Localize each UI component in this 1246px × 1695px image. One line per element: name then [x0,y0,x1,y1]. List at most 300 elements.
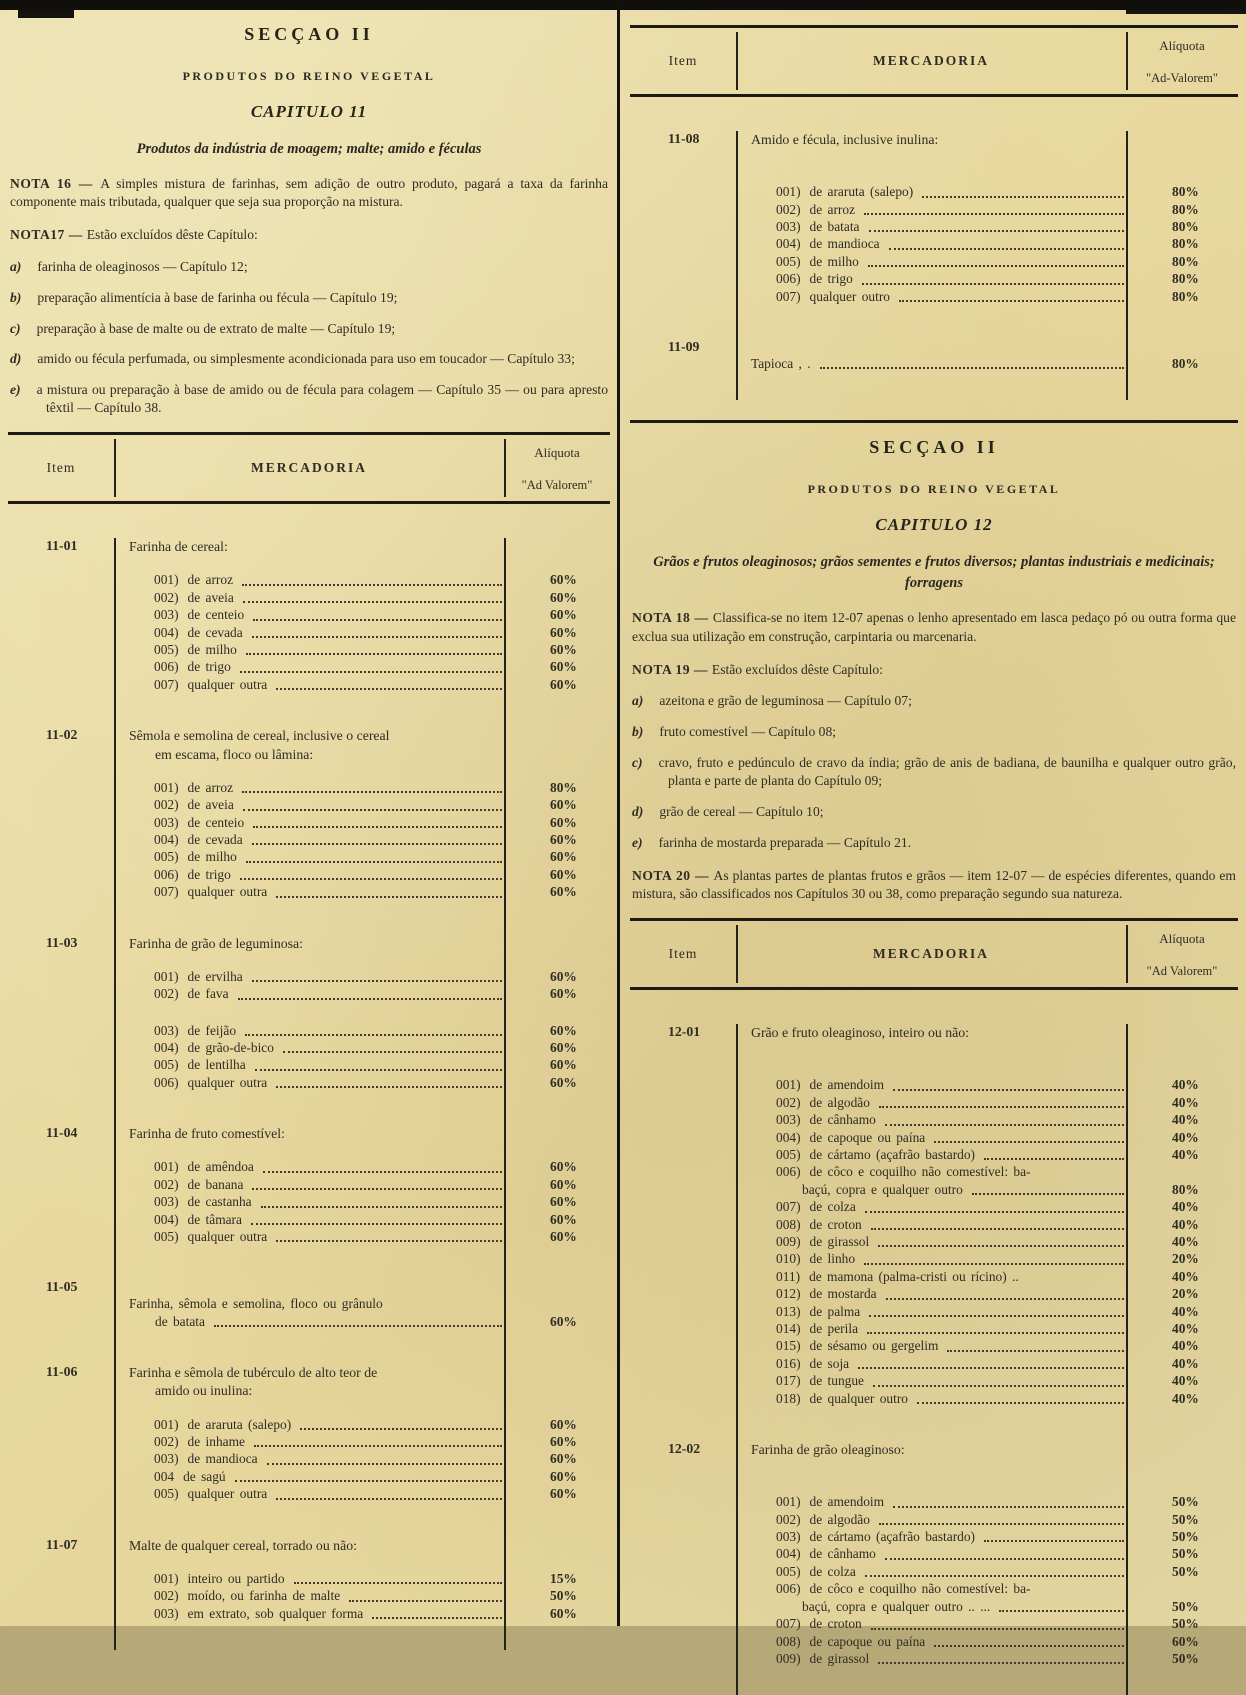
left-column [8,10,610,1650]
item-row-main [8,1450,504,1467]
dot-leader [253,826,502,828]
dot-leader [252,1188,502,1190]
item-desc: de aveia [187,797,234,813]
item-rate: 50% [1172,1546,1199,1562]
exclusion-letter: c) [10,320,21,336]
item-row-main [630,1615,1126,1632]
item-rate: 40% [1172,1129,1199,1145]
item-desc: de grão-de-bico [187,1039,274,1055]
item-row-main [630,355,1126,372]
item-subcode: 003) [154,1194,179,1210]
item-row-main [630,1650,1126,1667]
dot-leader [261,1206,502,1208]
item-group-head [8,1279,610,1295]
item-group-title: Farinha de cereal: [129,539,228,555]
item-group [8,1125,610,1245]
item-row-main [630,1337,1126,1354]
item-group-title: Farinha de grão oleaginoso: [751,1442,905,1458]
item-row-main [8,831,504,848]
item-row [630,1250,1238,1267]
dot-leader [349,1600,502,1602]
item-subcode: 007) [776,288,801,304]
item-subcode: 007) [154,676,179,692]
item-row-main [630,1320,1126,1337]
item-desc: de palma [809,1303,861,1319]
item-row [630,201,1238,218]
dot-leader [893,1089,1124,1091]
item-rate: 80% [1172,288,1199,304]
item-row-main [8,1193,504,1210]
item-row-main [630,270,1126,287]
column-header-mercadoria: MERCADORIA [873,53,989,68]
item-subcode: 002) [776,1511,801,1527]
item-subcode: 008) [776,1633,801,1649]
item-code: 11-07 [46,1536,78,1552]
column-header-aliquota: Alíquota [534,445,580,461]
item-code: 12-02 [668,1441,701,1457]
heading-chap: CAPITULO 11 [250,102,368,121]
item-row-main [8,1605,504,1622]
item-group-head [8,935,610,953]
dot-leader [276,1086,502,1088]
dot-leader [865,1575,1124,1577]
dot-leader [820,367,1124,369]
item-rate: 40% [1172,1390,1199,1406]
item-desc: de algodão [809,1511,870,1527]
item-row-main [8,589,504,606]
item-row-main [630,1598,1126,1615]
exclusion-letter: b) [10,289,22,305]
item-desc: de capoque ou paína [809,1129,926,1145]
heading-sec: SECÇAO II [244,24,374,44]
item-row [8,1570,610,1587]
item-row-main [8,1211,504,1228]
item-row-main [8,968,504,985]
item-subcode: 007) [154,884,179,900]
item-row [8,1433,610,1450]
item-group-rows [630,1057,1238,1407]
heading-caps: PRODUTOS DO REINO VEGETAL [182,69,436,83]
dot-leader [246,653,502,655]
item-row-main [8,1074,504,1091]
item-rate: 60% [550,1022,577,1038]
item-subcode: 016) [776,1355,801,1371]
item-row [630,1285,1238,1302]
item-row [630,1598,1238,1615]
item-row [630,183,1238,200]
item-desc: de araruta (salepo) [187,1416,292,1432]
item-rate: 60% [550,1451,577,1467]
item-row-main [630,1633,1126,1650]
item-desc: de cártamo (açafrão bastardo) [809,1529,976,1545]
item-desc: de castanha [187,1194,252,1210]
item-subcode: 005) [154,1229,179,1245]
lettered-exclusion: a) farinha de oleaginosos — Capítulo 12; [10,258,248,274]
item-desc: de trigo [809,271,853,287]
item-rate: 40% [1172,1355,1199,1371]
dot-leader [885,1124,1124,1126]
item-desc: de mandioca [809,236,880,252]
item-row [630,1216,1238,1233]
item-rate: 80% [1172,271,1199,287]
dot-leader [972,1193,1124,1195]
dot-leader [889,248,1124,250]
item-group-title: Amido e fécula, inclusive inulina: [751,132,939,147]
item-row-main [630,1181,1126,1198]
item-rate: 60% [550,1211,577,1227]
item-group-title: Farinha de fruto comestível: [129,1126,285,1142]
item-desc: Tapioca , . [751,356,811,372]
item-subcode: 001) [776,184,801,200]
item-row-main [8,1228,504,1245]
item-desc: de croton [809,1616,862,1632]
item-rate: 60% [1172,1633,1199,1649]
item-row [630,1563,1238,1580]
item-row-main [8,1176,504,1193]
dot-leader [252,843,502,845]
item-group-rows [8,779,610,901]
item-desc: em extrato, sob qualquer forma [187,1605,364,1621]
item-subcode: 004) [154,1211,179,1227]
item-desc: de lentilha [187,1057,246,1073]
column-header-advalorem: "Ad Valorem" [1146,964,1218,979]
item-desc: de milho [187,849,237,865]
item-row [8,1056,610,1073]
item-rate: 60% [550,884,577,900]
item-row [8,883,610,900]
item-desc: de trigo [187,659,231,675]
item-row [8,1416,610,1433]
item-rate: 80% [1172,201,1199,217]
item-row [8,831,610,848]
item-desc: de amendoim [809,1077,885,1093]
item-rate: 50% [1172,1529,1199,1545]
dot-leader [871,1628,1124,1630]
item-row [630,1633,1238,1650]
item-rate: 60% [550,814,577,830]
item-row-main [8,1056,504,1073]
item-subcode: 001) [776,1494,801,1510]
item-row-main [8,1587,504,1604]
item-group-main [736,1024,1238,1042]
item-group-rows [8,1158,610,1245]
item-rate: 80% [1172,219,1199,235]
lettered-exclusion: c) preparação à base de malte ou de extrato de malte — Capítulo 19; [10,320,396,336]
item-desc: qualquer outra [187,1229,268,1245]
item-rate: 60% [550,1313,577,1329]
item-subcode: 006) [154,659,179,675]
item-row-main [630,1163,1126,1180]
item-row [8,1228,610,1245]
item-row-main [8,796,504,813]
item-row-main [8,1485,504,1502]
dot-leader [255,1069,502,1071]
scan-top-edge [0,0,1246,10]
item-group-rows [630,1474,1238,1667]
item-row [8,1587,610,1604]
item-group-head [630,1024,1238,1042]
dot-leader [917,1402,1124,1404]
dot-leader [252,636,502,638]
item-subcode: 004) [776,1129,801,1145]
item-subcode: 001) [154,1570,179,1586]
item-subcode: 002) [154,986,179,1002]
item-group [630,339,1238,372]
item-desc: de banana [187,1176,244,1192]
dot-leader [869,230,1125,232]
item-rate: 60% [550,1486,577,1502]
dot-leader [238,998,502,1000]
item-desc: de arroz [187,779,234,795]
item-group [630,1024,1238,1407]
dot-leader [869,1315,1124,1317]
item-subcode: 002) [776,201,801,217]
item-row [8,1158,610,1175]
item-row [630,1320,1238,1337]
item-rate: 60% [550,1229,577,1245]
lettered-exclusion: e) farinha de mostarda preparada — Capítulo 21. [632,834,912,850]
item-row-main [8,1022,504,1039]
exclusion-letter: d) [10,351,22,367]
item-subcode: 003) [154,814,179,830]
item-group-head [8,538,610,556]
item-rate: 50% [1172,1598,1199,1614]
item-row [8,1605,610,1622]
item-code: 11-05 [46,1279,78,1295]
item-desc: de arroz [809,201,856,217]
item-row [8,658,610,675]
item-row-main [8,571,504,588]
item-row [8,866,610,883]
item-subcode: 005) [154,849,179,865]
item-row-main [8,883,504,900]
item-row [630,1650,1238,1667]
item-desc: qualquer outra [187,884,268,900]
item-row [630,1129,1238,1146]
item-row-main [630,183,1126,200]
item-rate: 80% [1172,1181,1199,1197]
item-rate: 60% [550,1159,577,1175]
item-row-main [8,1039,504,1056]
item-subcode: 012) [776,1286,801,1302]
dot-leader [276,896,502,898]
exclusion-letter: b) [632,724,644,740]
item-subcode: 009) [776,1233,801,1249]
item-rate: 50% [1172,1494,1199,1510]
item-desc: de centeio [187,607,245,623]
item-row-main [630,1094,1126,1111]
dot-leader [873,1385,1124,1387]
item-rate: 60% [550,572,577,588]
item-rate: 60% [550,676,577,692]
item-desc: de mamona (palma-cristi ou rícino) .. [809,1268,1019,1284]
dot-leader [243,601,502,603]
item-row-main [8,779,504,796]
item-subcode: 007) [776,1199,801,1215]
item-row [630,1163,1238,1180]
item-desc: baçú, copra e qualquer outro [802,1181,963,1197]
item-group-title: Farinha de grão de leguminosa: [129,935,303,951]
item-subcode: 014) [776,1321,801,1337]
item-row-main [630,1129,1126,1146]
item-desc: de sagú [183,1468,226,1484]
item-rate: 60% [550,986,577,1002]
heading-caps: PRODUTOS DO REINO VEGETAL [807,482,1061,497]
item-rate: 40% [1172,1199,1199,1215]
dot-leader [947,1350,1124,1352]
item-code: 11-06 [46,1364,78,1380]
item-row-main [630,288,1126,305]
dot-leader [267,1463,502,1465]
item-group [630,131,1238,305]
item-row-main [8,985,504,1002]
item-row [630,1580,1238,1597]
item-subcode: 006) [154,866,179,882]
column-header-mercadoria: MERCADORIA [873,946,989,962]
item-rate: 50% [1172,1511,1199,1527]
item-row [630,1528,1238,1545]
item-desc: de amendoim [809,1494,885,1510]
column-header-mercadoria: MERCADORIA [251,460,367,476]
dot-leader [871,1228,1124,1230]
item-row-main [8,814,504,831]
item-rate: 15% [550,1570,577,1586]
item-desc: de amêndoa [187,1159,254,1175]
item-row [8,624,610,641]
item-row [630,288,1238,305]
item-row-main [8,1313,504,1330]
item-rate: 60% [550,1074,577,1090]
item-row [630,1493,1238,1510]
dot-leader [276,688,502,690]
item-row-main [8,1416,504,1433]
dot-leader [294,1582,502,1584]
item-group-title: Malte de qualquer cereal, torrado ou não: [129,1537,357,1553]
item-row [8,1176,610,1193]
item-row [8,985,610,1002]
item-group-main [736,339,1238,355]
dot-leader [251,1223,502,1225]
table-body [630,1024,1238,1695]
item-group-main [736,131,1238,149]
lettered-exclusion: d) grão de cereal — Capítulo 10; [632,803,824,819]
item-row-main [8,1468,504,1485]
item-row-main [630,1580,1126,1597]
item-row-main [630,201,1126,218]
item-subcode: 004) [776,236,801,252]
item-subcode: 017) [776,1373,801,1389]
item-rate: 40% [1172,1216,1199,1232]
lettered-exclusion: a) azeitona e grão de leguminosa — Capítulo 07; [632,693,912,709]
item-subcode: 006) [776,1581,801,1597]
item-row [630,1111,1238,1128]
dot-leader [885,1558,1124,1560]
item-row-main [630,1233,1126,1250]
dot-leader [240,671,502,673]
item-desc: de cânhamo [809,1112,876,1128]
item-group-main [114,1279,610,1295]
heading-ital: Produtos da indústria de moagem; malte; amido e féculas [136,141,482,157]
item-rate: 40% [1172,1321,1199,1337]
item-desc: de araruta (salepo) [809,184,914,200]
item-desc: de colza [809,1563,856,1579]
item-row-main [630,1528,1126,1545]
item-desc: Farinha, sêmola e semolina, floco ou grânulo [129,1296,383,1312]
item-subcode: 013) [776,1303,801,1319]
exclusion-letter: a) [10,258,22,274]
item-group-main [114,1537,610,1555]
item-row-main [630,1268,1126,1285]
dot-leader [235,1480,502,1482]
item-subcode: 018) [776,1390,801,1406]
item-row-main [8,624,504,641]
item-row-main [8,676,504,693]
dot-leader [879,1106,1124,1108]
item-row [630,1615,1238,1632]
item-desc: de linho [809,1251,856,1267]
item-subcode: 003) [154,1022,179,1038]
item-row [630,1076,1238,1093]
row-gap [630,1057,1238,1076]
item-group-title: Grão e fruto oleaginoso, inteiro ou não: [751,1025,970,1041]
row-gap [630,164,1238,183]
dot-leader [893,1506,1124,1508]
item-desc: qualquer outro [809,288,891,304]
item-code: 11-03 [46,934,78,950]
item-subcode: 004) [776,1546,801,1562]
item-group-head [630,1441,1238,1459]
item-group-head [8,1364,610,1400]
item-group [8,1279,610,1330]
item-row-main [630,1303,1126,1320]
column-header-advalorem: "Ad Valorem" [521,478,593,493]
item-subcode: 011) [776,1268,801,1284]
item-group-rows [8,1416,610,1503]
item-subcode: 003) [776,1529,801,1545]
item-desc: de côco e coquilho não comestível: ba- [809,1164,1031,1180]
note-paragraph: NOTA 19 — Estão excluídos dêste Capítulo: [632,661,883,677]
item-desc: de aveia [187,589,234,605]
item-row [8,1039,610,1056]
dot-leader [868,265,1124,267]
item-group [8,1537,610,1622]
item-desc: de girassol [809,1233,870,1249]
dot-leader [878,1662,1124,1664]
note-paragraph: NOTA 18 — Classifica-se no item 12-07 apenas o lenho apresentado em lasca pedaço pó ou outra forma que exclua sua utilização em construção, carpintaria ou marcenaria. [632,610,1236,644]
item-desc: qualquer outra [187,1074,268,1090]
item-group-head [630,339,1238,355]
item-subcode: 005) [154,1057,179,1073]
item-row-main [8,1295,504,1312]
item-desc: de algodão [809,1094,870,1110]
item-desc: de tungue [809,1373,864,1389]
item-row-main [8,1158,504,1175]
dot-leader [246,861,502,863]
item-row-main [630,1111,1126,1128]
item-group-title: Sêmola e semolina de cereal, inclusive o cereal em escama, floco ou lâmina: [129,727,596,763]
exclusion-letter: c) [632,754,643,770]
item-row [8,571,610,588]
item-subcode: 005) [154,1486,179,1502]
item-subcode: 005) [776,1563,801,1579]
item-row [8,1485,610,1502]
item-group-title-cont: em escama, floco ou lâmina: [155,746,314,762]
table-header [8,432,610,504]
heading-ital: Grãos e frutos oleaginosos; grãos sementes e frutos diversos; plantas industriais e medicinais; forragens [653,554,1215,592]
item-row [630,1303,1238,1320]
item-group-rows [8,571,610,693]
dot-leader [276,1240,502,1242]
